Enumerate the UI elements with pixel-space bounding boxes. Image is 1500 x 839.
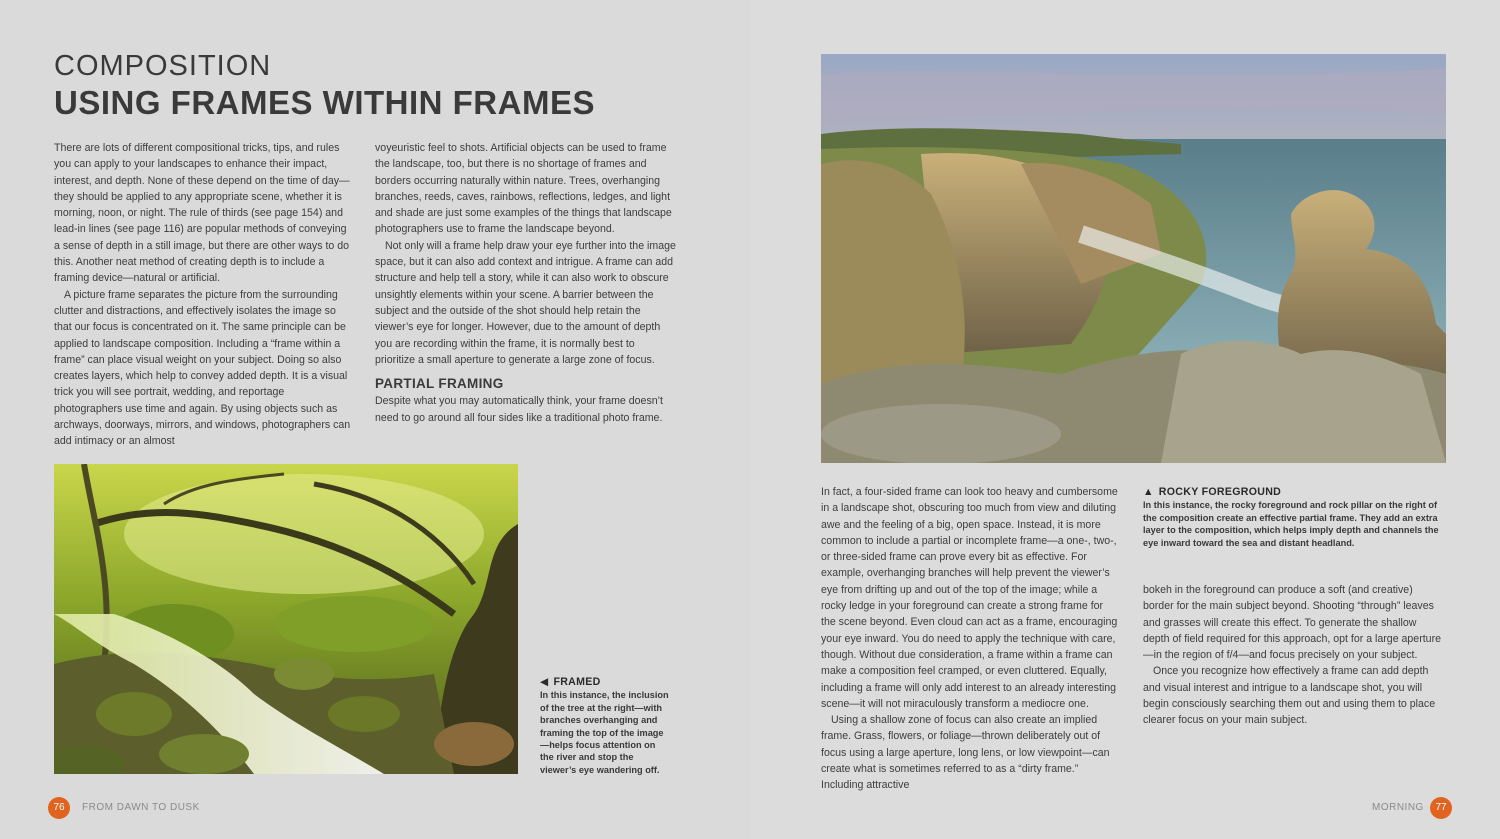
paragraph: bokeh in the foreground can produce a soft (and creative) border for the main subject beyond. Shooting “through” leaves and grasses will create this effect. To generate the shallow depth of field required for this approach, opt for a large aperture—in the region of f/4—and focus precisely on your subject. [1143,584,1441,662]
forest-river-photo [54,464,518,774]
paragraph: voyeuristic feel to shots. Artificial objects can be used to frame the landscape, too, but there is no shortage of frames and borders occurring naturally within nature. Trees, overhanging branches, reeds, caves, rainbows, reflections, ledges, and light and shade are just some examples of the things that landscape photographers use to frame the landscape beyond. [375,142,672,236]
caption-body: In this instance, the inclusion of the tree at the right—with branches overhanging and framing the top of the image—helps focus attention on the river and stop the viewer’s eye wandering off. [540,690,669,775]
paragraph: Despite what you may automatically think, your frame doesn’t need to go around all four sides like a traditional photo frame. [375,395,663,424]
section-kicker: COMPOSITION [54,50,272,82]
left-arrow-icon: ◀ [540,676,549,688]
body-column-1 [54,140,354,450]
coastal-cliffs-photo [821,54,1446,463]
up-arrow-icon: ▲ [1143,486,1154,498]
paragraph: Not only will a frame help draw your eye further into the image space, but it can also add context and intrigue. A frame can add structure and help tell a story, while it can also work to obscure unsightly elements within your scene. A barrier between the subject and the outside of the shot should help retain the viewer’s eye for longer. However, due to the amount of depth you are recording within the frame, it is normally best to prioritize a small aperture to generate a large zone of focus. [375,239,676,366]
body-column-4 [1143,582,1443,729]
body-column-2 [375,140,677,426]
photo-caption-framed [540,676,670,776]
photo-caption-rocky-foreground [1143,486,1448,549]
page-title: USING FRAMES WITHIN FRAMES [54,84,595,121]
body-column-3 [821,484,1119,794]
caption-body: In this instance, the rocky foreground and rock pillar on the right of the composition create an effective partial frame. They add an extra layer to the composition, which helps imply depth and channels the eye inward toward the sea and distant headland. [1143,500,1439,548]
caption-title: ROCKY FOREGROUND [1158,486,1282,498]
page-number-badge: 76 [48,797,70,819]
paragraph: In fact, a four-sided frame can look too heavy and cumbersome in a landscape shot, obscuring too much from view and diluting awe and the feeling of a big, open space. Instead, it is more common to include a partial or incomplete frame—a one-, two-, or three-sided frame can prove every bit as effective. For example, overhanging branches will help prevent the viewer’s eye from drifting up and out of the top of the image; while a rocky ledge in your foreground can create a strong frame for the scene beyond. Even cloud can act as a frame, encouraging your eye inward. You do need to apply the technique with care, though. Without due consideration, a frame within a frame can make a composition feel cramped, or even cluttered. Equally, including a frame will only add interest to an already interesting scene—it will not miraculously transform a mediocre one. [821,486,1118,710]
paragraph: Once you recognize how effectively a frame can add depth and visual interest and intrigue to a landscape shot, you will begin consciously searching them out and using them to place clearer focus on your main subject. [1143,665,1436,727]
caption-title: FRAMED [553,676,601,688]
running-footer: MORNING [1372,802,1424,813]
subheading: PARTIAL FRAMING [375,376,504,392]
page-number-badge: 77 [1430,797,1452,819]
paragraph: Using a shallow zone of focus can also create an implied frame. Grass, flowers, or foliage—thrown deliberately out of focus using a large aperture, long lens, or low viewpoint—can create what is sometimes referred to as a “dirty frame.” Including attractive [821,714,1110,792]
paragraph: A picture frame separates the picture from the surrounding clutter and distractions, and effectively isolates the image so that our focus is concentrated on it. The same principle can be applied to landscape composition. Including a “frame within a frame” can place visual weight on your subject. Doing so also creates layers, which help to convey added depth. It is a visual trick you will see portrait, wedding, and reportage photographers use time and again. By using objects such as archways, doorways, mirrors, and windows, photographers can add intimacy or an almost [54,288,351,448]
paragraph: There are lots of different compositional tricks, tips, and rules you can apply to your landscapes to enhance their impact, interest, and depth. None of these depend on the time of day—they should be applied to any appropriate scene, whether it is morning, noon, or night. The rule of thirds (see page 154) and lead-in lines (see page 116) are popular methods of conveying a sense of depth in a still image, but there are other ways to do this. Another neat method of creating depth is to include a framing device—natural or artificial. [54,142,350,285]
running-footer: FROM DAWN TO DUSK [82,802,200,813]
